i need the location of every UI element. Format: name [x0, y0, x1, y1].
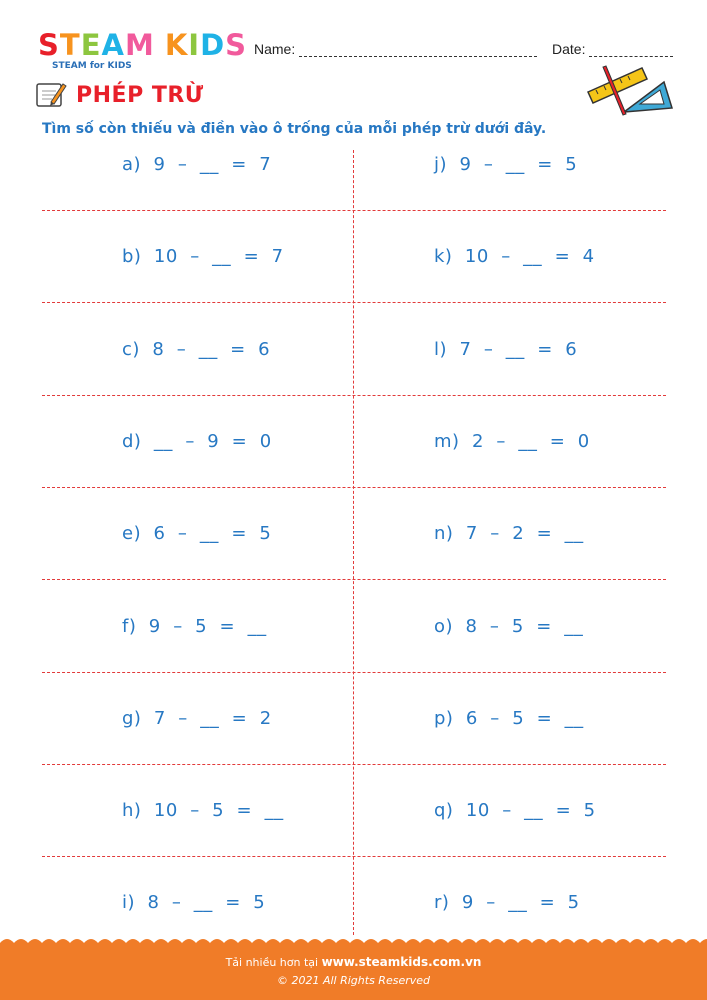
- row-divider: [42, 579, 666, 580]
- page-title: PHÉP TRỪ: [76, 83, 204, 108]
- problem-left: h) 10 – 5 = __: [122, 800, 284, 822]
- pencil-paper-icon: [33, 80, 67, 110]
- row-divider: [42, 302, 666, 303]
- problem-left: b) 10 – __ = 7: [122, 246, 284, 268]
- column-divider: [353, 150, 354, 935]
- footer-prefix: Tải nhiều hơn tại: [225, 956, 322, 969]
- problem-left: f) 9 – 5 = __: [122, 615, 267, 637]
- problem-right: o) 8 – 5 = __: [434, 615, 584, 637]
- steam-kids-logo: [38, 30, 247, 71]
- name-line[interactable]: [299, 44, 537, 57]
- problem-left: g) 7 – __ = 2: [122, 707, 272, 729]
- problem-right: r) 9 – __ = 5: [434, 892, 580, 914]
- problem-right: n) 7 – 2 = __: [434, 523, 584, 545]
- footer-download-text: [0, 955, 707, 969]
- instruction-text: Tìm số còn thiếu và điền vào ô trống của mỗi phép trừ dưới đây.: [42, 121, 547, 137]
- problem-left: i) 8 – __ = 5: [122, 892, 266, 914]
- ruler-set-square-icon: [584, 60, 676, 118]
- row-divider: [42, 856, 666, 857]
- logo-letter: S: [38, 28, 60, 62]
- row-divider: [42, 487, 666, 488]
- row-divider: [42, 764, 666, 765]
- problem-left: d) __ – 9 = 0: [122, 430, 272, 452]
- row-divider: [42, 210, 666, 211]
- name-field[interactable]: [254, 41, 537, 57]
- row-divider: [42, 672, 666, 673]
- problem-left: c) 8 – __ = 6: [122, 338, 271, 360]
- row-divider: [42, 395, 666, 396]
- date-field[interactable]: [552, 41, 673, 57]
- logo-letter: T: [59, 28, 81, 62]
- problem-right: l) 7 – __ = 6: [434, 338, 578, 360]
- problem-right: q) 10 – __ = 5: [434, 800, 596, 822]
- logo-tagline: STEAM for KIDS: [52, 61, 132, 71]
- logo-letter: M: [124, 28, 155, 62]
- logo-letter: D: [200, 28, 226, 62]
- problem-right: p) 6 – 5 = __: [434, 707, 584, 729]
- logo-letter: A: [101, 28, 125, 62]
- problem-right: m) 2 – __ = 0: [434, 430, 590, 452]
- footer-site-link[interactable]: www.steamkids.com.vn: [321, 955, 482, 969]
- problem-right: k) 10 – __ = 4: [434, 246, 595, 268]
- problem-left: e) 6 – __ = 5: [122, 523, 272, 545]
- logo-letter: I: [188, 28, 201, 62]
- logo-letter: S: [225, 28, 248, 62]
- logo-letter: E: [80, 28, 102, 62]
- problem-right: j) 9 – __ = 5: [434, 154, 578, 175]
- date-label: Date:: [552, 41, 586, 57]
- logo-wordmark: [38, 30, 247, 60]
- date-line[interactable]: [589, 44, 673, 57]
- footer: [0, 943, 707, 1000]
- footer-copyright: © 2021 All Rights Reserved: [276, 974, 430, 987]
- name-label: Name:: [254, 41, 296, 57]
- footer-scallop-edge: [0, 937, 707, 949]
- problem-left: a) 9 – __ = 7: [122, 154, 272, 175]
- logo-letter: K: [164, 28, 189, 62]
